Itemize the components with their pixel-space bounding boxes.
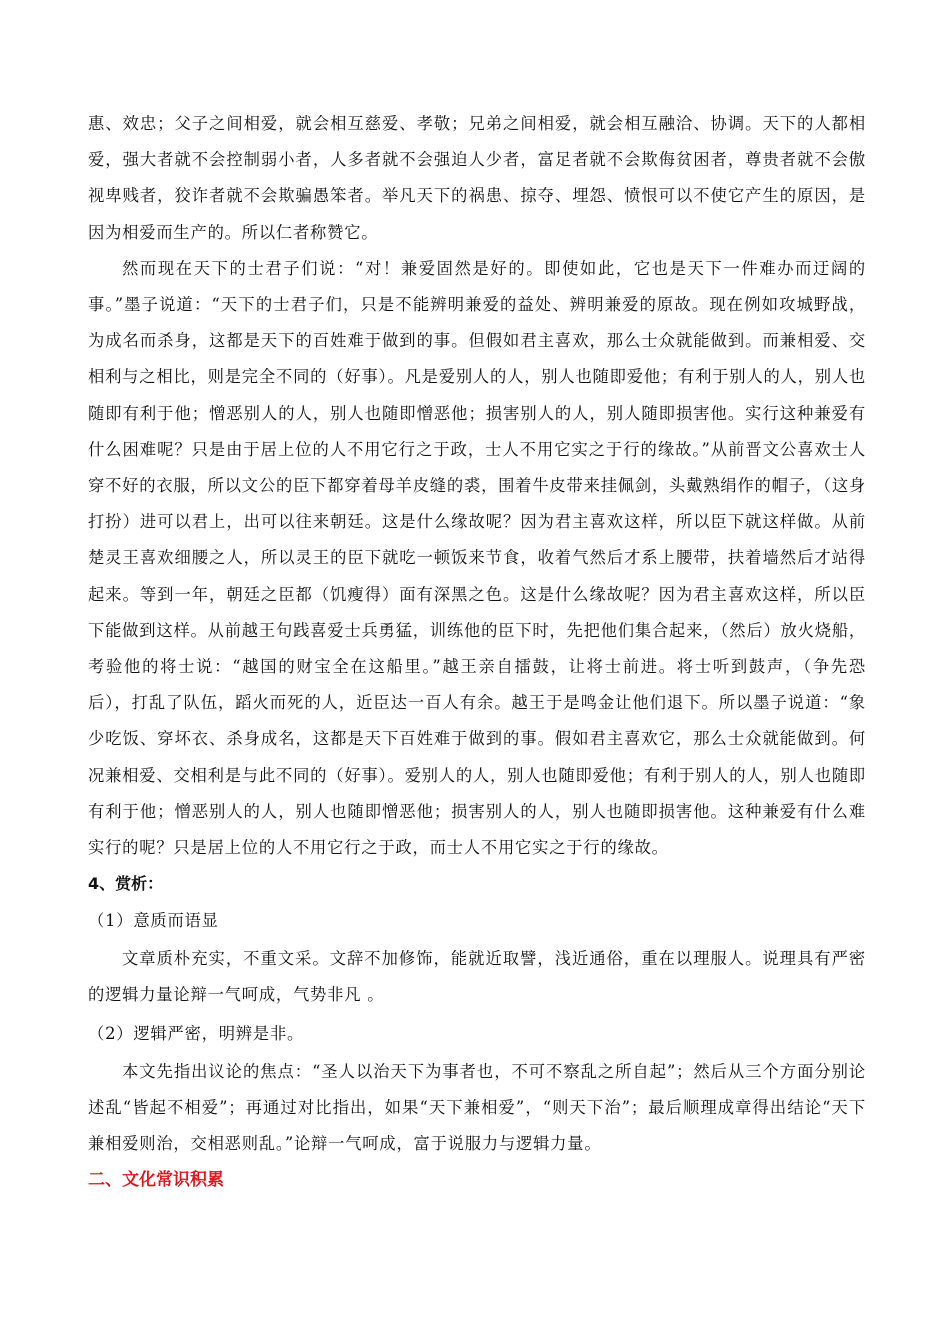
paragraph-appreciation-1: 文章质朴充实，不重文采。文辞不加修饰，能就近取譬，浅近通俗，重在以理服人。说理具有严密的逻辑力量论辩一气呵成，气势非凡 。: [88, 949, 866, 1005]
paragraph-appreciation-2: 本文先指出议论的焦点：“圣人以治天下为事者也，不可不察乱之所自起”；然后从三个方面分别论述乱“皆起不相爱”；再通过对比指出，如果“天下兼相爱”，“则天下治”；最后顺理成章得出结论“天下兼相爱则治，交相恶则乱。”论辩一气呵成，富于说服力与逻辑力量。: [88, 1061, 866, 1154]
subheading-2: （2）逻辑严密，明辨是非。: [88, 1023, 305, 1043]
section-heading-culture: 二、文化常识积累: [88, 1170, 224, 1191]
paragraph-continued: 惠、效忠；父子之间相爱，就会相互慈爱、孝敬；兄弟之间相爱，就会相互融洽、协调。天下的人都相爱，强大者就不会控制弱小者，人多者就不会强迫人少者，富足者就不会欺侮贫困者，尊贵者就不会傲视卑贱者，狡诈者就不会欺骗愚笨者。举凡天下的祸患、掠夺、埋怨、愤恨可以不使它产生的原因，是因为相爱而生产的。所以仁者称赞它。: [88, 114, 866, 242]
subheading-1: （1）意质而语显: [88, 911, 219, 931]
heading-appreciation: 4、赏析：: [88, 874, 164, 894]
document-page: [88, 106, 866, 1196]
paragraph-translation: 然而现在天下的士君子们说：“对！兼爱固然是好的。即使如此，它也是天下一件难办而迂阔的事。”墨子说道：“天下的士君子们，只是不能辨明兼爱的益处、辨明兼爱的原故。现在例如攻城野战，为成名而杀身，这都是天下的百姓难于做到的事。但假如君主喜欢，那么士众就能做到。而兼相爱、交相利与之相比，则是完全不同的（好事）。凡是爱别人的人，别人也随即爱他；有利于别人的人，别人也随即有利于他；憎恶别人的人，别人也随即憎恶他；损害别人的人，别人随即损害他。实行这种兼爱有什么困难呢？只是由于居上位的人不用它行之于政，士人不用它实之于行的缘故。”从前晋文公喜欢士人穿不好的衣服，所以文公的臣下都穿着母羊皮缝的裘，围着牛皮带来挂佩剑，头戴熟绢作的帽子，（这身打扮）进可以君上，出可以往来朝廷。这是什么缘故呢？因为君主喜欢这样，所以臣下就这样做。从前楚灵王喜欢细腰之人，所以灵王的臣下就吃一顿饭来节食，收着气然后才系上腰带，扶着墙然后才站得起来。等到一年，朝廷之臣都（饥瘦得）面有深黑之色。这是什么缘故呢？因为君主喜欢这样，所以臣下能做到这样。从前越王句践喜爱士兵勇猛，训练他的臣下时，先把他们集合起来，（然后）放火烧船，考验他的将士说：“越国的财宝全在这船里。”越王亲自擂鼓，让将士前进。将士听到鼓声，（争先恐后），打乱了队伍，蹈火而死的人，近臣达一百人有余。越王于是鸣金让他们退下。所以墨子说道：“象少吃饭、穿坏衣、杀身成名，这都是天下百姓难于做到的事。假如君主喜欢它，那么士众就能做到。何况兼相爱、交相利是与此不同的（好事）。爱别人的人，别人也随即爱他；有利于别人的人，别人也随即有利于他；憎恶别人的人，别人也随即憎恶他；损害别人的人，别人也随即损害他。这种兼爱有什么难实行的呢？只是居上位的人不用它行之于政，而士人不用它实之于行的缘故。: [88, 258, 866, 858]
